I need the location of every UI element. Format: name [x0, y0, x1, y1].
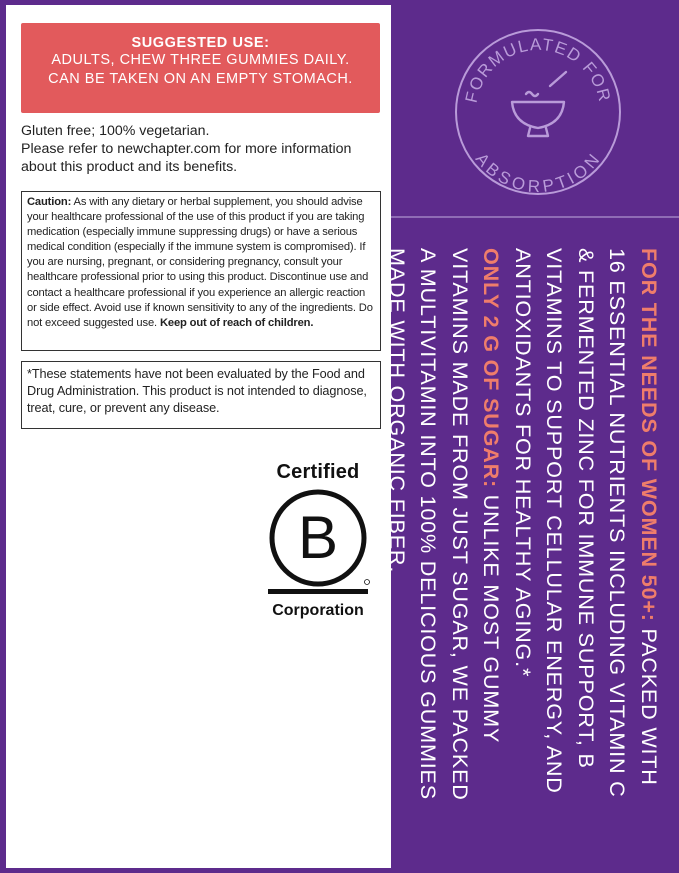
- claim-women-50-highlight: FOR THE NEEDS OF WOMEN 50+:: [637, 248, 662, 622]
- gluten-free-text: Gluten free; 100% vegetarian.: [21, 123, 210, 139]
- b-corp-b-icon: [263, 486, 373, 596]
- claim-sugar: [382, 248, 508, 808]
- product-info: [21, 122, 381, 176]
- website-info-text: Please refer to newchapter.com for more information about this product and its benefits.: [21, 141, 352, 175]
- b-corp-letter: B: [297, 504, 339, 571]
- seal-top-text: FORMULATED FOR: [461, 34, 615, 105]
- caution-label: Caution:: [27, 196, 72, 208]
- b-corp-certified-text: Certified: [276, 461, 360, 483]
- seal-bottom-text: ABSORPTION: [471, 149, 605, 196]
- bottom-edge: [0, 868, 679, 873]
- suggested-use-box: [21, 23, 380, 113]
- b-corp-logo: [263, 461, 373, 620]
- caution-text: As with any dietary or herbal supplement, you should advise your healthcare professional of the use of this product if you are taking medication (especially immune suppressing drugs) or have a serious medical condition (especially if the immune system is compromised). If you are nursing, pregnant, or considering pregnancy, consult your healthcare professional prior to using this product. Discontinue use and contact a healthcare professional if you experience an allergic reaction or side effect. Avoid use if known sensitivity to any of the ingredients. Do not exceed suggested use.: [27, 196, 373, 329]
- claim-sugar-text: UNLIKE MOST GUMMY VITAMINS MADE FROM JUST SUGAR, WE PACKED A MULTIVITAMIN INTO 100% DELICIOUS GUMMIES MADE WITH ORGANIC FIBER.: [385, 248, 505, 801]
- suggested-use-title: SUGGESTED USE:: [131, 35, 270, 51]
- claims-panel: [385, 248, 665, 808]
- claim-women-50-text: PACKED WITH 16 ESSENTIAL NUTRIENTS INCLUDING VITAMIN C & FERMENTED ZINC FOR IMMUNE SUPPORT, B VITAMINS TO SUPPORT CELLULAR ENERGY, AND ANTIOXIDANTS FOR HEALTHY AGING.*: [511, 248, 662, 798]
- b-corp-corporation-text: Corporation: [272, 602, 364, 619]
- fda-statement-text: *These statements have not been evaluated by the Food and Drug Administration. This product is not intended to diagnose, treat, cure, or prevent any disease.: [27, 367, 367, 415]
- panel-divider: [391, 216, 679, 218]
- suggested-use-line-1: ADULTS, CHEW THREE GUMMIES DAILY.: [51, 52, 350, 68]
- claims-text: [382, 248, 666, 808]
- mortar-pestle-icon: [512, 72, 566, 136]
- fda-statement-box: [21, 361, 381, 429]
- keep-out-of-reach-text: Keep out of reach of children.: [159, 316, 314, 329]
- claim-sugar-highlight: ONLY 2 G OF SUGAR:: [479, 248, 505, 488]
- suggested-use-line-2: CAN BE TAKEN ON AN EMPTY STOMACH.: [48, 71, 353, 87]
- absorption-seal: [454, 28, 622, 196]
- caution-box: [21, 191, 381, 351]
- claim-women-50: [508, 248, 666, 808]
